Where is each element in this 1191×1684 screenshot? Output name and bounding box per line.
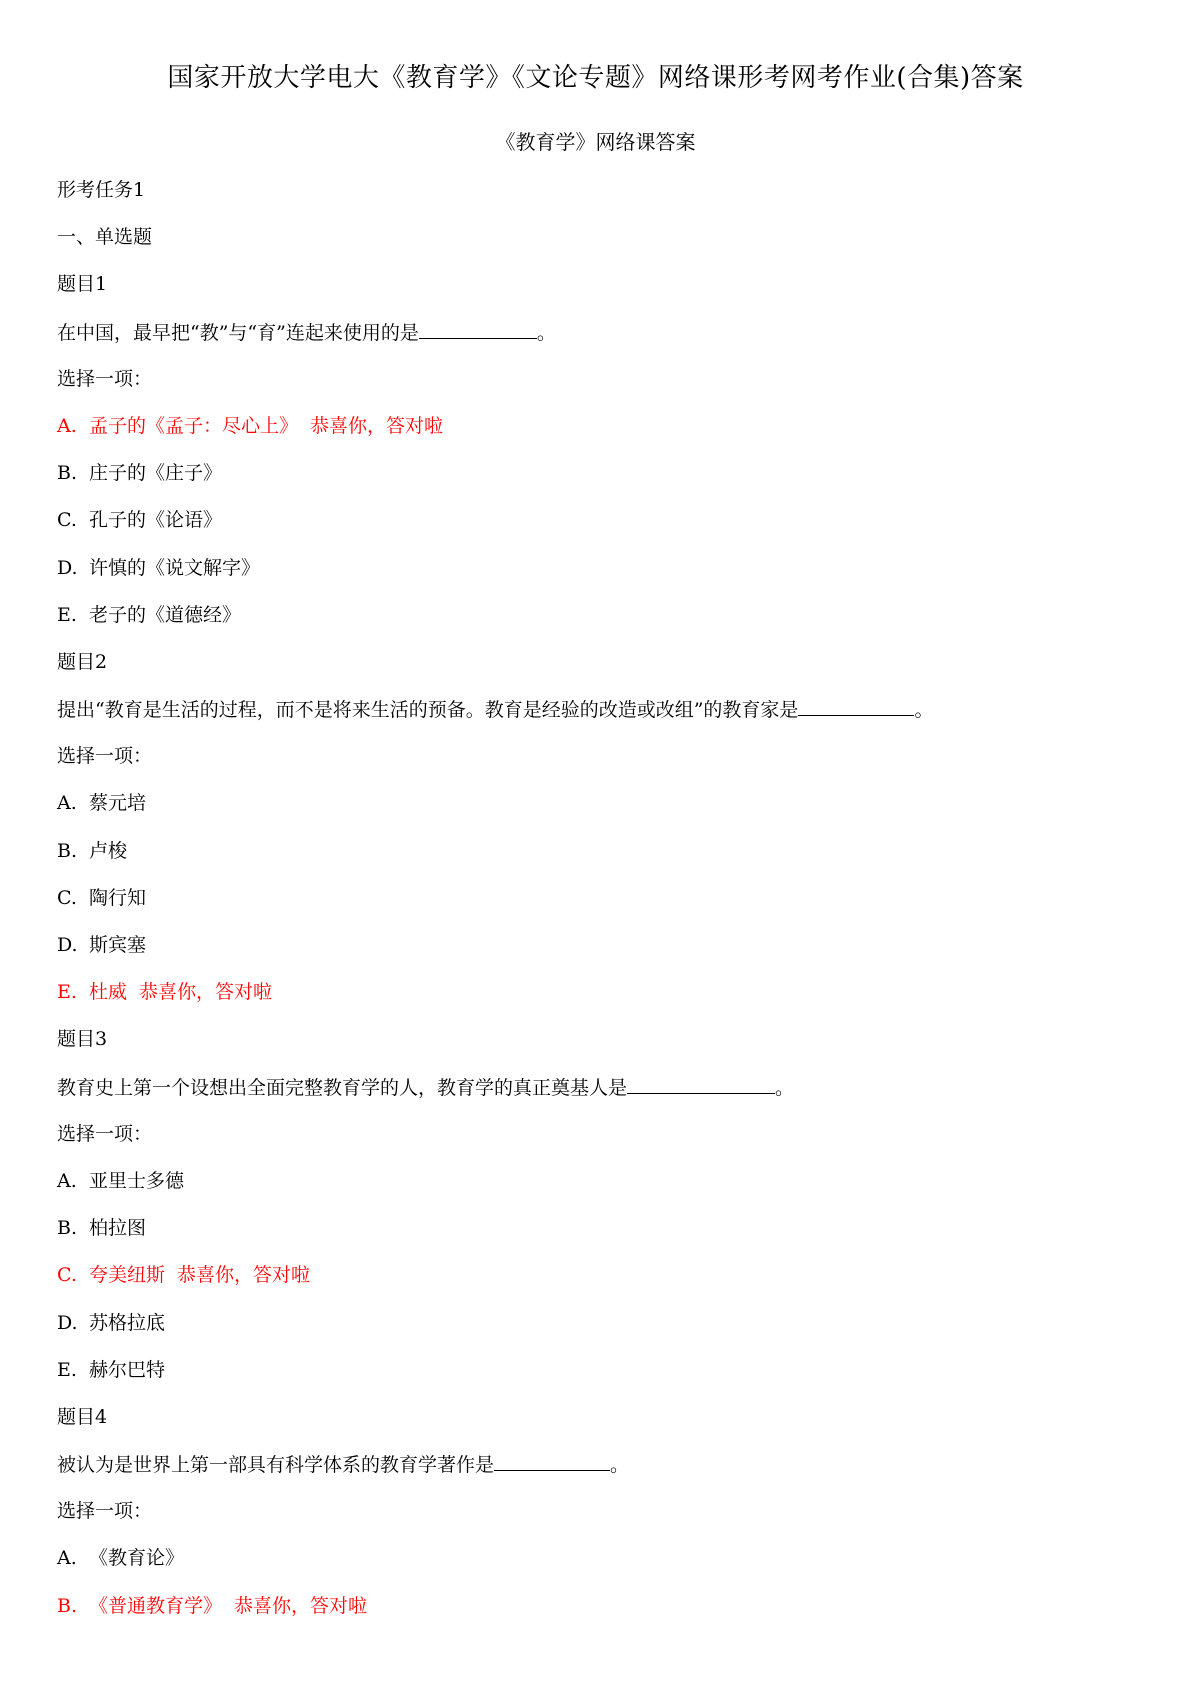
question-stem-text: 提出“教育是生活的过程，而不是将来生活的预备。教育是经验的改造或改组”的教育家是	[57, 699, 799, 722]
document-content	[57, 176, 1137, 1639]
question-stem-text: 教育史上第一个设想出全面完整教育学的人，教育学的真正奠基人是	[57, 1076, 628, 1099]
option-letter: D.	[57, 556, 78, 579]
option-text: 庄子的《庄子》	[89, 462, 223, 485]
option-correct[interactable]	[57, 1261, 1137, 1308]
option[interactable]	[57, 1214, 1137, 1261]
option[interactable]	[57, 789, 1137, 836]
option[interactable]	[57, 884, 1137, 931]
option[interactable]	[57, 1309, 1137, 1356]
question-stem-end: 。	[610, 1454, 630, 1477]
option-letter: B.	[57, 839, 78, 862]
option[interactable]	[57, 1167, 1137, 1214]
option[interactable]	[57, 1544, 1137, 1591]
option-letter: B.	[57, 1594, 78, 1617]
option-letter: B.	[57, 462, 78, 485]
answer-blank	[798, 695, 914, 716]
option[interactable]	[57, 837, 1137, 884]
option-text: 赫尔巴特	[89, 1358, 166, 1381]
option-text: 亚里士多德	[89, 1169, 185, 1192]
document-subtitle: 《教育学》网络课答案	[495, 130, 696, 154]
question-stem-end: 。	[536, 321, 556, 344]
option-text: 苏格拉底	[89, 1311, 166, 1334]
option-text: 柏拉图	[89, 1217, 147, 1240]
correct-feedback: 恭喜你，答对啦	[310, 414, 444, 437]
question-stem	[57, 1450, 1137, 1497]
option-letter: A.	[57, 792, 77, 815]
option[interactable]	[57, 931, 1137, 978]
choose-one-label: 选择一项：	[57, 1500, 153, 1523]
option[interactable]	[57, 1356, 1137, 1403]
option-letter: E.	[57, 981, 77, 1004]
correct-feedback: 恭喜你，答对啦	[139, 981, 273, 1004]
option-letter: B.	[57, 1217, 78, 1240]
question-label: 题目1	[57, 273, 108, 296]
option[interactable]	[57, 506, 1137, 553]
task-heading: 形考任务1	[57, 179, 146, 201]
option-text: 杜威	[89, 981, 128, 1004]
question-label: 题目4	[57, 1405, 108, 1428]
option-text: 陶行知	[89, 886, 147, 909]
question-stem-text: 在中国，最早把“教”与“育”连起来使用的是	[57, 321, 419, 344]
option-letter: E.	[57, 1358, 77, 1381]
option[interactable]	[57, 601, 1137, 648]
question-stem	[57, 1073, 1137, 1120]
option-correct[interactable]	[57, 978, 1137, 1025]
option-text: 老子的《道德经》	[89, 603, 242, 626]
option-letter: C.	[57, 509, 77, 532]
choose-one-label: 选择一项：	[57, 367, 153, 390]
option-letter: A.	[57, 1169, 77, 1192]
option-text: 夸美纽斯	[89, 1264, 166, 1287]
correct-feedback: 恭喜你，答对啦	[177, 1264, 311, 1287]
option-letter: E.	[57, 603, 77, 626]
document-title: 国家开放大学电大《教育学》《文论专题》网络课形考网考作业(合集)答案	[167, 63, 1024, 93]
option[interactable]	[57, 459, 1137, 506]
answer-blank	[494, 1450, 610, 1471]
correct-feedback: 恭喜你，答对啦	[234, 1594, 368, 1617]
option-text: 孔子的《论语》	[89, 509, 223, 532]
option-text: 《教育论》	[89, 1547, 185, 1570]
option-letter: C.	[57, 886, 77, 909]
question-stem	[57, 695, 1137, 742]
answer-blank	[419, 318, 537, 339]
option-letter: A.	[57, 414, 77, 437]
question-stem-end: 。	[775, 1076, 795, 1099]
question-stem-text: 被认为是世界上第一部具有科学体系的教育学著作是	[57, 1454, 495, 1477]
choose-one-label: 选择一项：	[57, 1122, 153, 1145]
option-correct[interactable]	[57, 1592, 1137, 1639]
question-label: 题目3	[57, 1028, 108, 1051]
option-letter: D.	[57, 1311, 78, 1334]
option-correct[interactable]	[57, 412, 1137, 459]
choose-one-label: 选择一项：	[57, 745, 153, 768]
option-letter: A.	[57, 1547, 77, 1570]
question-stem-end: 。	[914, 699, 934, 722]
option-text: 斯宾塞	[89, 934, 147, 956]
option-letter: D.	[57, 934, 78, 956]
option-text: 《普通教育学》	[89, 1594, 223, 1617]
question-stem	[57, 318, 1137, 365]
section-heading: 一、单选题	[57, 226, 153, 249]
option-text: 蔡元培	[89, 792, 147, 815]
option-text: 许慎的《说文解字》	[89, 556, 261, 579]
option[interactable]	[57, 554, 1137, 601]
option-text: 孟子的《孟子：尽心上》	[89, 414, 299, 437]
option-text: 卢梭	[89, 839, 128, 862]
option-letter: C.	[57, 1264, 77, 1287]
answer-blank	[627, 1073, 775, 1094]
question-label: 题目2	[57, 650, 108, 673]
